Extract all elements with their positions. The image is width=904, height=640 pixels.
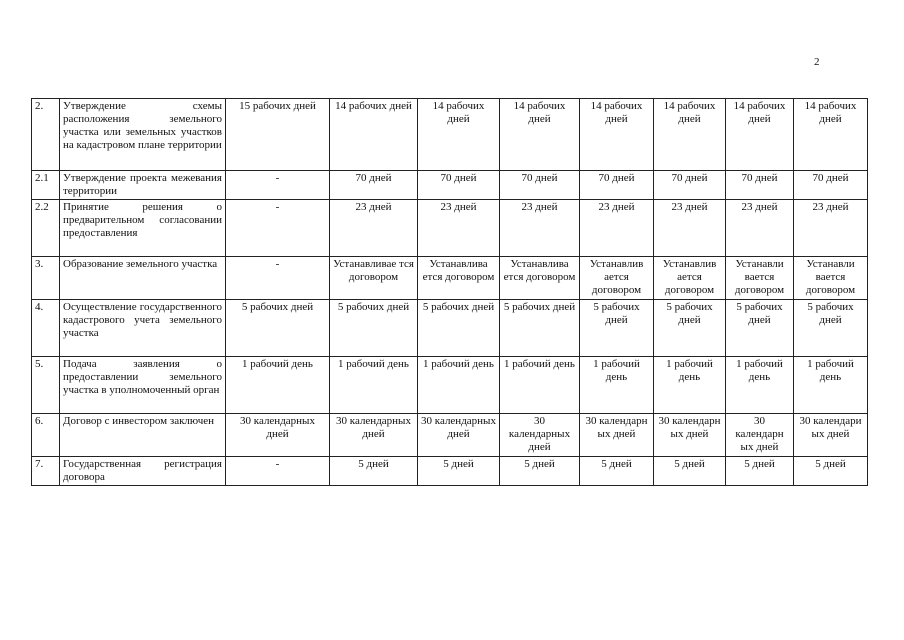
row-number: 6. — [32, 414, 60, 457]
duration-cell: 70 дней — [654, 171, 726, 200]
row-number: 7. — [32, 457, 60, 486]
row-number: 2.2 — [32, 200, 60, 257]
duration-cell: 5 дней — [794, 457, 868, 486]
duration-cell: Устанавли вается договором — [726, 257, 794, 300]
duration-cell: 5 рабочих дней — [330, 300, 418, 357]
duration-cell: 15 рабочих дней — [226, 99, 330, 171]
duration-cell: 30 календарных дней — [330, 414, 418, 457]
duration-cell: 5 дней — [330, 457, 418, 486]
duration-cell: - — [226, 457, 330, 486]
table-row — [32, 99, 868, 171]
row-number: 2. — [32, 99, 60, 171]
stage-name: Образование земельного участка — [60, 257, 226, 300]
duration-cell: 14 рабочих дней — [330, 99, 418, 171]
stage-name: Принятие решения о предварительном согласовании предоставления — [60, 200, 226, 257]
duration-cell: 30 календарных дней — [226, 414, 330, 457]
duration-cell: Устанавливае тся договором — [330, 257, 418, 300]
duration-cell: 14 рабочих дней — [654, 99, 726, 171]
duration-cell: 5 рабочих дней — [654, 300, 726, 357]
duration-cell: 5 дней — [726, 457, 794, 486]
duration-cell: 5 дней — [580, 457, 654, 486]
duration-cell: 70 дней — [500, 171, 580, 200]
duration-cell: - — [226, 257, 330, 300]
duration-cell: Устанавли вается договором — [794, 257, 868, 300]
table-row — [32, 171, 868, 200]
duration-cell: 5 рабочих дней — [726, 300, 794, 357]
row-number: 3. — [32, 257, 60, 300]
duration-cell: 5 дней — [500, 457, 580, 486]
duration-cell: 5 рабочих дней — [794, 300, 868, 357]
table-row — [32, 357, 868, 414]
duration-cell: Устанавлива ется договором — [418, 257, 500, 300]
duration-cell: 70 дней — [726, 171, 794, 200]
duration-cell: Устанавлив ается договором — [580, 257, 654, 300]
duration-cell: 14 рабочих дней — [794, 99, 868, 171]
duration-cell: 1 рабочий день — [580, 357, 654, 414]
duration-cell: 23 дней — [726, 200, 794, 257]
duration-cell: 23 дней — [500, 200, 580, 257]
duration-cell: 23 дней — [654, 200, 726, 257]
duration-cell: 1 рабочий день — [794, 357, 868, 414]
duration-cell: 30 календарных дней — [418, 414, 500, 457]
row-number: 5. — [32, 357, 60, 414]
duration-cell: 1 рабочий день — [500, 357, 580, 414]
duration-cell: 5 рабочих дней — [418, 300, 500, 357]
duration-cell: 1 рабочий день — [226, 357, 330, 414]
duration-cell: 5 рабочих дней — [580, 300, 654, 357]
duration-cell: 30 календари ых дней — [794, 414, 868, 457]
duration-cell: 70 дней — [794, 171, 868, 200]
duration-cell: 70 дней — [418, 171, 500, 200]
table-row — [32, 257, 868, 300]
duration-cell: 1 рабочий день — [418, 357, 500, 414]
page-number: 2 — [814, 56, 820, 68]
table-row — [32, 457, 868, 486]
duration-cell: 70 дней — [330, 171, 418, 200]
duration-cell: 30 календарн ых дней — [726, 414, 794, 457]
schedule-table — [31, 98, 868, 486]
duration-cell: 23 дней — [580, 200, 654, 257]
stage-name: Государственная регистрация договора — [60, 457, 226, 486]
duration-cell: Устанавлива ется договором — [500, 257, 580, 300]
duration-cell: 30 календарн ых дней — [654, 414, 726, 457]
row-number: 2.1 — [32, 171, 60, 200]
duration-cell: 1 рабочий день — [726, 357, 794, 414]
duration-cell: 1 рабочий день — [654, 357, 726, 414]
duration-cell: 23 дней — [330, 200, 418, 257]
duration-cell: 30 календарных дней — [500, 414, 580, 457]
table-row — [32, 414, 868, 457]
duration-cell: - — [226, 200, 330, 257]
duration-cell: 5 дней — [654, 457, 726, 486]
duration-cell: 14 рабочих дней — [418, 99, 500, 171]
duration-cell: 70 дней — [580, 171, 654, 200]
duration-cell: 30 календарн ых дней — [580, 414, 654, 457]
duration-cell: 5 рабочих дней — [500, 300, 580, 357]
duration-cell: 14 рабочих дней — [580, 99, 654, 171]
duration-cell: - — [226, 171, 330, 200]
stage-name: Осуществление государственного кадастрового учета земельного участка — [60, 300, 226, 357]
duration-cell: 23 дней — [794, 200, 868, 257]
stage-name: Подача заявления о предоставлении земельного участка в уполномоченный орган — [60, 357, 226, 414]
stage-name: Утверждение схемы расположения земельного участка или земельных участков на кадастровом плане территории — [60, 99, 226, 171]
duration-cell: 23 дней — [418, 200, 500, 257]
duration-cell: 14 рабочих дней — [500, 99, 580, 171]
table-row — [32, 200, 868, 257]
stage-name: Договор с инвестором заключен — [60, 414, 226, 457]
table-row — [32, 300, 868, 357]
row-number: 4. — [32, 300, 60, 357]
duration-cell: 1 рабочий день — [330, 357, 418, 414]
duration-cell: Устанавлив ается договором — [654, 257, 726, 300]
duration-cell: 5 дней — [418, 457, 500, 486]
duration-cell: 5 рабочих дней — [226, 300, 330, 357]
stage-name: Утверждение проекта межевания территории — [60, 171, 226, 200]
duration-cell: 14 рабочих дней — [726, 99, 794, 171]
